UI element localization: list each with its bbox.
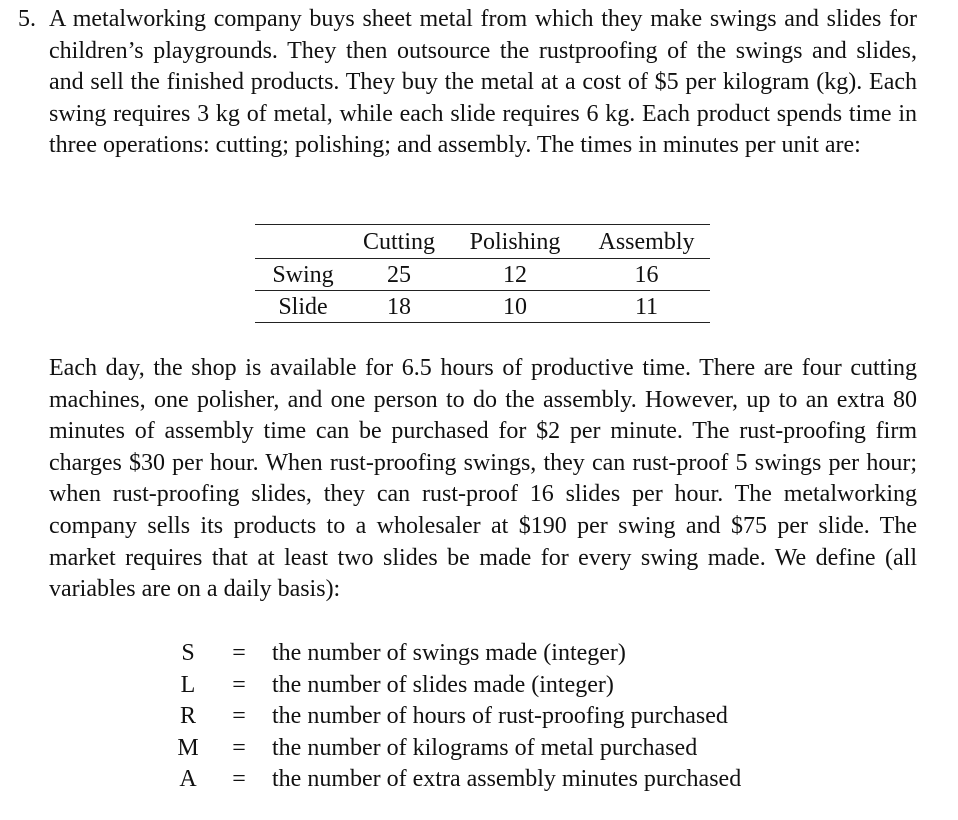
definition-text: the number of hours of rust-proofing purchased	[272, 703, 728, 730]
definition-text: the number of swings made (integer)	[272, 640, 626, 666]
cell-swing-polishing: 12	[503, 261, 527, 288]
intro-paragraph: A metalworking company buys sheet metal from which they make swings and slides for children’s playgrounds. They then outsource the rustproofing of the swings and slides, and sell the finished products. They buy the metal at a cost of $5 per kilogram (kg). Each swing requires 3 kg of metal, while each slide requires 6 kg. Each product spends time in three operations: cutting; polishing; and assembly. The times in minutes per unit are:	[49, 6, 917, 159]
definition-row	[170, 701, 741, 733]
definition-variable: R	[179, 703, 196, 730]
processing-times-table	[255, 224, 710, 323]
table-header-row	[255, 225, 710, 259]
header-cutting: Cutting	[362, 228, 435, 255]
definition-row	[170, 638, 741, 670]
definition-row	[170, 670, 741, 702]
cell-slide-polishing: 10	[503, 293, 527, 320]
problem-number: 5.	[18, 6, 36, 32]
header-polishing: Polishing	[469, 228, 561, 255]
constraints-paragraph: Each day, the shop is available for 6.5 hours of productive time. There are four cutting machines, one polisher, and one person to do the assembly. However, up to an extra 80 minutes of assembly time can be purchased for $2 per minute. The rust-proofing firm charges $30 per hour. When rust-proofing swings, they can rust-proof 5 swings per hour; when rust-proofing slides, they can rust-proof 16 slides per hour. The metalworking company sells its products to a wholesaler at $190 per swing and $75 per slide. The market requires that at least two slides be made for every swing made. We define (all variables are on a daily basis):	[49, 355, 917, 603]
definition-row	[170, 733, 741, 765]
definition-equals: =	[232, 671, 246, 698]
table-row	[255, 291, 710, 323]
definition-equals: =	[232, 703, 246, 730]
cell-swing-assembly: 16	[634, 261, 659, 288]
definition-equals: =	[232, 640, 246, 666]
variable-definitions	[170, 638, 741, 796]
definition-text: the number of kilograms of metal purchased	[272, 734, 698, 761]
table-row	[255, 259, 710, 291]
definition-variable: M	[177, 734, 199, 761]
cell-slide-assembly: 11	[634, 293, 659, 320]
header-assembly: Assembly	[598, 228, 695, 255]
definition-equals: =	[232, 766, 246, 793]
row-label-slide: Slide	[278, 293, 328, 320]
cell-slide-cutting: 18	[387, 293, 411, 320]
cell-swing-cutting: 25	[387, 261, 411, 288]
definition-text: the number of extra assembly minutes purchased	[272, 766, 742, 793]
definition-variable: A	[179, 766, 197, 793]
definition-variable: S	[181, 640, 195, 666]
definition-equals: =	[232, 734, 246, 761]
definition-row	[170, 764, 741, 796]
definition-text: the number of slides made (integer)	[272, 671, 614, 698]
table-corner-cell	[255, 225, 351, 259]
row-label-swing: Swing	[272, 261, 334, 288]
definition-variable: L	[180, 671, 196, 698]
